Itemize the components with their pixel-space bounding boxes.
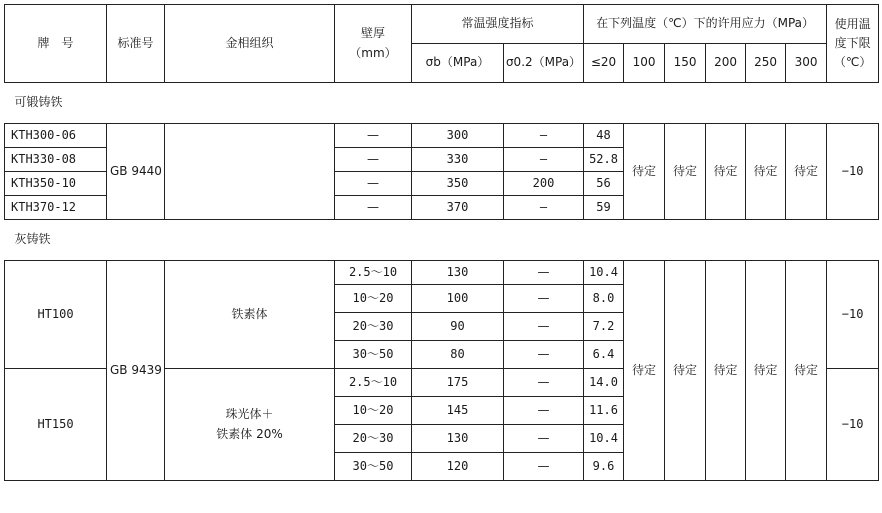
thickness-cell: 30～50 bbox=[335, 341, 412, 369]
sigma-02-cell: — bbox=[504, 148, 584, 172]
table-row bbox=[5, 261, 879, 285]
grade-cell: KTH370-12 bbox=[5, 196, 107, 220]
stress-100-cell: 待定 bbox=[624, 124, 665, 220]
sigma-02-cell: — bbox=[504, 397, 584, 425]
sigma-02-cell: — bbox=[504, 369, 584, 397]
thickness-cell: — bbox=[335, 196, 412, 220]
thickness-cell: — bbox=[335, 148, 412, 172]
header-temp-20: ≤20 bbox=[584, 44, 624, 83]
header-strength: 常温强度指标 bbox=[412, 5, 584, 44]
sigma-b-cell: 100 bbox=[412, 285, 504, 313]
sigma-02-cell: — bbox=[504, 425, 584, 453]
header-min-temp bbox=[827, 5, 879, 83]
min-temp-cell: −10 bbox=[827, 369, 879, 481]
standard-cell: GB 9439 bbox=[107, 261, 165, 481]
header-min-temp-l3: （℃） bbox=[833, 55, 872, 70]
min-temp-cell: −10 bbox=[827, 261, 879, 369]
section-title-gray: 灰铸铁 bbox=[5, 220, 879, 261]
stress-20-cell: 8.0 bbox=[584, 285, 624, 313]
stress-20-cell: 9.6 bbox=[584, 453, 624, 481]
grade-cell: HT150 bbox=[5, 369, 107, 481]
sigma-b-cell: 350 bbox=[412, 172, 504, 196]
section-title-malleable: 可锻铸铁 bbox=[5, 83, 879, 124]
sigma-b-cell: 300 bbox=[412, 124, 504, 148]
sigma-b-cell: 120 bbox=[412, 453, 504, 481]
standard-cell: GB 9440 bbox=[107, 124, 165, 220]
sigma-b-cell: 145 bbox=[412, 397, 504, 425]
sigma-02-cell: — bbox=[504, 313, 584, 341]
structure-line-2: 铁素体 20% bbox=[216, 426, 283, 441]
sigma-b-cell: 90 bbox=[412, 313, 504, 341]
stress-150-cell: 待定 bbox=[665, 124, 706, 220]
header-temp-150: 150 bbox=[665, 44, 706, 83]
stress-20-cell: 59 bbox=[584, 196, 624, 220]
header-temp-250: 250 bbox=[746, 44, 786, 83]
stress-150-cell: 待定 bbox=[665, 261, 706, 481]
thickness-cell: 10～20 bbox=[335, 397, 412, 425]
thickness-cell: — bbox=[335, 172, 412, 196]
sigma-02-cell: — bbox=[504, 261, 584, 285]
grade-cell: HT100 bbox=[5, 261, 107, 369]
thickness-cell: 10～20 bbox=[335, 285, 412, 313]
sigma-b-cell: 130 bbox=[412, 425, 504, 453]
sigma-02-cell: — bbox=[504, 124, 584, 148]
sigma-b-cell: 175 bbox=[412, 369, 504, 397]
sigma-02-cell: — bbox=[504, 196, 584, 220]
stress-20-cell: 52.8 bbox=[584, 148, 624, 172]
header-grade: 牌 号 bbox=[5, 5, 107, 83]
stress-250-cell: 待定 bbox=[746, 124, 786, 220]
header-thickness bbox=[335, 5, 412, 83]
grade-cell: KTH330-08 bbox=[5, 148, 107, 172]
thickness-cell: 2.5～10 bbox=[335, 369, 412, 397]
stress-20-cell: 10.4 bbox=[584, 425, 624, 453]
structure-cell: 铁素体 bbox=[165, 261, 335, 369]
stress-20-cell: 10.4 bbox=[584, 261, 624, 285]
header-allowable-stress: 在下列温度（℃）下的许用应力（MPa） bbox=[584, 5, 827, 44]
stress-200-cell: 待定 bbox=[706, 124, 746, 220]
stress-300-cell: 待定 bbox=[786, 261, 827, 481]
header-sigma-b: σb（MPa） bbox=[412, 44, 504, 83]
header-thickness-unit: （mm） bbox=[349, 45, 397, 60]
thickness-cell: 2.5～10 bbox=[335, 261, 412, 285]
header-structure: 金相组织 bbox=[165, 5, 335, 83]
sigma-b-cell: 330 bbox=[412, 148, 504, 172]
sigma-02-cell: 200 bbox=[504, 172, 584, 196]
table-row bbox=[5, 124, 879, 148]
sigma-02-cell: — bbox=[504, 341, 584, 369]
stress-250-cell: 待定 bbox=[746, 261, 786, 481]
header-temp-100: 100 bbox=[624, 44, 665, 83]
thickness-cell: — bbox=[335, 124, 412, 148]
thickness-cell: 20～30 bbox=[335, 425, 412, 453]
sigma-b-cell: 130 bbox=[412, 261, 504, 285]
header-sigma-02: σ0.2（MPa） bbox=[504, 44, 584, 83]
stress-300-cell: 待定 bbox=[786, 124, 827, 220]
thickness-cell: 30～50 bbox=[335, 453, 412, 481]
stress-20-cell: 56 bbox=[584, 172, 624, 196]
sigma-02-cell: — bbox=[504, 453, 584, 481]
stress-200-cell: 待定 bbox=[706, 261, 746, 481]
stress-20-cell: 11.6 bbox=[584, 397, 624, 425]
allowable-stress-table bbox=[4, 4, 879, 481]
structure-line-1: 珠光体＋ bbox=[225, 407, 274, 422]
structure-cell bbox=[165, 124, 335, 220]
stress-100-cell: 待定 bbox=[624, 261, 665, 481]
grade-cell: KTH300-06 bbox=[5, 124, 107, 148]
header-standard: 标准号 bbox=[107, 5, 165, 83]
thickness-cell: 20～30 bbox=[335, 313, 412, 341]
header-temp-300: 300 bbox=[786, 44, 827, 83]
header-thickness-label: 壁厚 bbox=[360, 26, 385, 41]
sigma-b-cell: 80 bbox=[412, 341, 504, 369]
header-min-temp-l2: 度下限 bbox=[834, 35, 871, 50]
sigma-b-cell: 370 bbox=[412, 196, 504, 220]
stress-20-cell: 7.2 bbox=[584, 313, 624, 341]
grade-cell: KTH350-10 bbox=[5, 172, 107, 196]
stress-20-cell: 48 bbox=[584, 124, 624, 148]
stress-20-cell: 6.4 bbox=[584, 341, 624, 369]
sigma-02-cell: — bbox=[504, 285, 584, 313]
structure-cell bbox=[165, 369, 335, 481]
header-min-temp-l1: 使用温 bbox=[834, 16, 871, 31]
header-temp-200: 200 bbox=[706, 44, 746, 83]
min-temp-cell: −10 bbox=[827, 124, 879, 220]
stress-20-cell: 14.0 bbox=[584, 369, 624, 397]
